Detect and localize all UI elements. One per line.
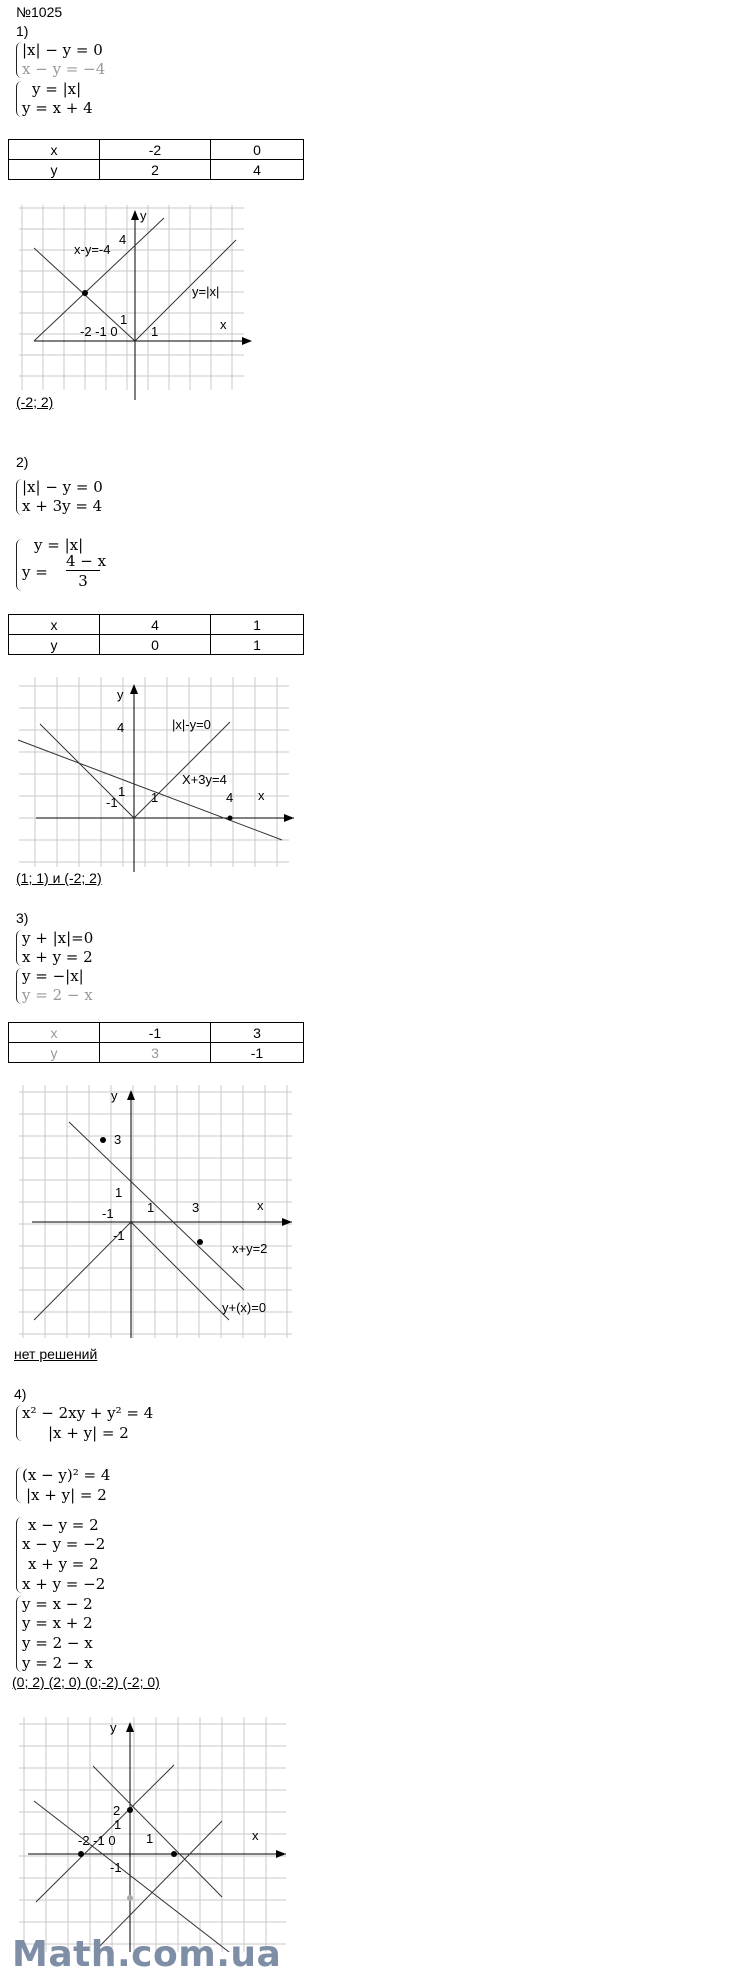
answer: (1; 1) и (-2; 2) xyxy=(16,870,102,886)
graph-3 xyxy=(14,1080,294,1342)
x-axis-arrow xyxy=(276,1850,286,1858)
equation: |x| − y = 0 xyxy=(22,478,103,496)
y-axis-arrow xyxy=(131,210,139,220)
tick-label: 2 xyxy=(113,1803,121,1818)
table-row xyxy=(9,635,304,655)
point xyxy=(100,1137,106,1143)
table-cell: y xyxy=(9,160,100,180)
point xyxy=(197,1239,203,1245)
line-label: X+3y=4 xyxy=(182,772,227,787)
line-minus-abs-x-right xyxy=(131,1222,229,1320)
equation: x + y = 2 xyxy=(28,1555,99,1573)
tick-label: 1 xyxy=(146,1831,154,1846)
table-row xyxy=(9,615,304,635)
graph-4 xyxy=(14,1712,289,1952)
answer: (0; 2) (2; 0) (0;-2) (-2; 0) xyxy=(12,1674,160,1690)
graph-1 xyxy=(14,200,254,400)
x-axis-label: x xyxy=(257,1198,264,1213)
x-axis-arrow xyxy=(242,337,252,345)
equation: |x + y| = 2 xyxy=(26,1486,107,1504)
line-label: x-y=-4 xyxy=(74,242,111,257)
table-cell: 3 xyxy=(100,1043,211,1063)
tick-label: 4 xyxy=(117,720,125,735)
equation: (x − y)² = 4 xyxy=(22,1466,111,1484)
tick-label: -1 xyxy=(113,1228,125,1243)
table-row xyxy=(9,1023,304,1043)
table-cell: 2 xyxy=(100,160,211,180)
table-row xyxy=(9,1043,304,1063)
table-cell: x xyxy=(9,615,100,635)
point xyxy=(127,1895,133,1901)
equation: y = 2 − x xyxy=(22,986,93,1004)
table-cell: 1 xyxy=(211,635,304,655)
equation: y = |x| xyxy=(34,536,84,554)
values-table xyxy=(8,1022,304,1063)
answer: нет решений xyxy=(14,1346,98,1362)
equation: x² − 2xy + y² = 4 xyxy=(22,1404,154,1422)
problem-number: №1025 xyxy=(16,4,63,20)
y-axis-label: y xyxy=(111,1088,118,1103)
x-axis-label: x xyxy=(252,1828,259,1843)
table-cell: -1 xyxy=(211,1043,304,1063)
part-3-number: 3) xyxy=(16,910,29,926)
tick-label: 1 xyxy=(151,790,159,805)
x-axis-arrow xyxy=(284,814,294,822)
equation: y = |x| xyxy=(32,80,82,98)
values-table xyxy=(8,614,304,655)
x-axis-label: x xyxy=(220,317,227,332)
point xyxy=(127,1807,133,1813)
point xyxy=(228,816,233,821)
equation: x + y = −2 xyxy=(22,1575,106,1593)
table-cell: -1 xyxy=(100,1023,211,1043)
equation: |x| − y = 0 xyxy=(22,41,103,59)
line-abs-x-right xyxy=(134,722,230,818)
tick-label: 1 xyxy=(114,1817,122,1832)
table-cell: 0 xyxy=(100,635,211,655)
values-table xyxy=(8,139,304,180)
tick-label: 3 xyxy=(114,1132,122,1147)
equation: x − y = −2 xyxy=(22,1535,106,1553)
y-axis-label: y xyxy=(140,208,147,223)
tick-label: 1 xyxy=(120,312,128,327)
x-axis-label: x xyxy=(258,788,265,803)
tick-label: 4 xyxy=(226,790,234,805)
table-cell: 0 xyxy=(211,140,304,160)
line-label: |x|-y=0 xyxy=(172,717,211,732)
equation: x + y = 2 xyxy=(22,948,93,966)
table-cell: 1 xyxy=(211,615,304,635)
fraction-numerator: 4 − x xyxy=(66,552,107,570)
part-1-number: 1) xyxy=(16,23,29,39)
tick-label: -2 -1 0 xyxy=(80,324,118,339)
line-label: x+y=2 xyxy=(232,1241,268,1256)
table-cell: 3 xyxy=(211,1023,304,1043)
tick-label: 1 xyxy=(151,324,159,339)
table-cell: 4 xyxy=(211,160,304,180)
tick-label: -1 xyxy=(102,1206,114,1221)
answer: (-2; 2) xyxy=(16,394,54,410)
table-cell: 4 xyxy=(100,615,211,635)
equation: x − y = 2 xyxy=(28,1516,99,1534)
equation: y = −|x| xyxy=(22,967,84,985)
line-label: y=|x| xyxy=(192,284,220,299)
tick-label: -1 xyxy=(106,795,118,810)
table-cell: x xyxy=(9,140,100,160)
line-abs-x-left xyxy=(40,724,134,818)
equation: y + |x|=0 xyxy=(22,929,94,947)
table-cell: x xyxy=(9,1023,100,1043)
equation: y = x − 2 xyxy=(22,1595,93,1613)
tick-label: 1 xyxy=(147,1200,155,1215)
equation: y = xyxy=(22,563,48,581)
intersection-point xyxy=(82,290,88,296)
point xyxy=(171,1851,177,1857)
tick-label: -2 -1 0 xyxy=(78,1833,116,1848)
line-x-y-minus-4 xyxy=(34,218,164,341)
graph-2 xyxy=(14,672,294,872)
line-x-plus-y-2 xyxy=(69,1122,244,1290)
part-2-number: 2) xyxy=(16,454,29,470)
y-axis-label: y xyxy=(110,1720,117,1735)
table-cell: y xyxy=(9,635,100,655)
equation: y = x + 2 xyxy=(22,1614,93,1632)
equation: y = 2 − x xyxy=(22,1634,93,1652)
equation: y = 2 − x xyxy=(22,1654,93,1672)
table-row xyxy=(9,160,304,180)
part-4-number: 4) xyxy=(14,1386,27,1402)
y-axis-label: y xyxy=(117,687,124,702)
point xyxy=(78,1851,84,1857)
table-cell: y xyxy=(9,1043,100,1063)
tick-label: -1 xyxy=(110,1860,122,1875)
fraction-denominator: 3 xyxy=(78,572,88,590)
tick-label: 1 xyxy=(118,784,126,799)
grid xyxy=(19,677,289,867)
equation: x − y = −4 xyxy=(22,60,106,78)
equation: x + 3y = 4 xyxy=(22,497,103,515)
equation: y = x + 4 xyxy=(22,99,93,117)
watermark-logo: Math.com.ua xyxy=(12,1934,282,1975)
tick-label: 3 xyxy=(192,1200,200,1215)
line-label: y+(x)=0 xyxy=(222,1300,267,1315)
tick-label: 4 xyxy=(119,232,127,247)
tick-label: 1 xyxy=(115,1185,123,1200)
table-cell: -2 xyxy=(100,140,211,160)
table-row xyxy=(9,140,304,160)
line-x-plus-3y xyxy=(18,740,282,840)
equation: |x + y| = 2 xyxy=(48,1424,129,1442)
